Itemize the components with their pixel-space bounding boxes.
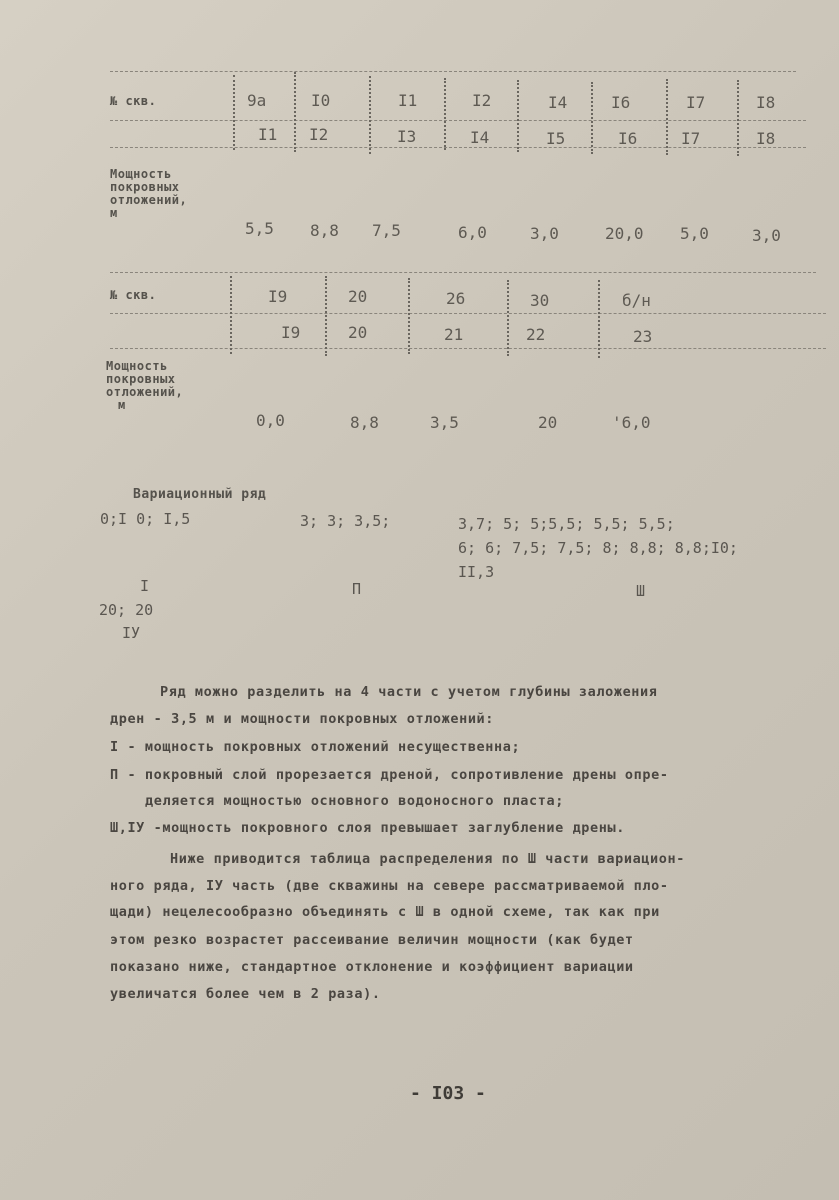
thickness-value: 8,8 (310, 221, 339, 240)
column-separator (737, 80, 739, 156)
table-1-row-header: № скв. (110, 94, 157, 108)
index-number: I6 (618, 129, 638, 148)
well-number: 26 (446, 289, 466, 308)
label-line: отложений, (110, 193, 188, 207)
thickness-value: 3,0 (530, 224, 559, 243)
thickness-label (106, 360, 183, 412)
thickness-value: 8,8 (350, 413, 379, 432)
well-number: 20 (348, 287, 368, 306)
well-number: I2 (472, 91, 492, 110)
list-item: П - покровный слой прорезается дреной, сопротивление дрены опре- (110, 767, 669, 783)
index-number: I8 (756, 129, 776, 148)
index-number: I2 (309, 125, 329, 144)
variation-series-title: Вариационный ряд (133, 487, 267, 502)
thickness-value: 0,0 (256, 411, 285, 430)
column-separator (517, 80, 519, 152)
series-group-1: 0;I 0; I,5 (100, 510, 191, 528)
table-2-mid-rule (110, 313, 826, 314)
thickness-value: 5,5 (245, 219, 274, 238)
index-number: I7 (681, 129, 701, 148)
series-line: 6; 6; 7,5; 7,5; 8; 8,8; 8,8;I0; (458, 539, 738, 557)
table-1-bottom-rule (110, 147, 806, 148)
thickness-value: 6,0 (458, 223, 487, 242)
column-separator (591, 82, 593, 154)
thickness-value: 20,0 (605, 224, 644, 243)
label-line: Мощность (110, 167, 172, 181)
well-number: I1 (398, 91, 418, 110)
paragraph-line: щади) нецелесообразно объединять с Ш в одной схеме, так как при (110, 904, 660, 920)
series-line: II,3 (458, 563, 495, 581)
label-line: м (118, 398, 126, 412)
thickness-value: 3,0 (752, 226, 781, 245)
group-4-label: IУ (122, 624, 141, 642)
series-group-2: 3; 3; 3,5; (300, 512, 391, 530)
table-1-mid-rule (110, 120, 806, 121)
column-separator (507, 280, 509, 356)
well-number: I9 (268, 287, 288, 306)
thickness-value: '6,0 (612, 413, 651, 432)
index-number: I4 (470, 128, 490, 147)
well-number: I7 (686, 93, 706, 112)
label-line: Мощность (106, 359, 168, 373)
well-number: 9а (247, 91, 267, 110)
thickness-value: 3,5 (430, 413, 459, 432)
index-number: I3 (397, 127, 417, 146)
table-2-row-header: № скв. (110, 288, 157, 302)
table-2-bottom-rule (110, 348, 826, 349)
index-number: I5 (546, 129, 566, 148)
well-number: I0 (311, 91, 331, 110)
thickness-value: 7,5 (372, 221, 401, 240)
column-separator (325, 276, 327, 356)
group-1-label: I (140, 577, 150, 595)
column-separator (408, 278, 410, 354)
page-number: - I03 - (410, 1083, 486, 1104)
index-number: I1 (258, 125, 278, 144)
well-number: I8 (756, 93, 776, 112)
column-separator (230, 276, 232, 354)
paragraph-line: Ниже приводится таблица распределения по Ш части вариацион- (170, 851, 685, 867)
well-number: I4 (548, 93, 568, 112)
paragraph-line: Ряд можно разделить на 4 части с учетом глубины заложения (160, 684, 658, 700)
paragraph-line: этом резко возрастет рассеивание величин мощности (как будет (110, 932, 634, 948)
thickness-label (110, 168, 187, 220)
paragraph-line: ного ряда, IУ часть (две скважины на севере рассматриваемой пло- (110, 878, 669, 894)
index-number: I9 (281, 323, 301, 342)
thickness-value: 20 (538, 413, 558, 432)
column-separator (369, 76, 371, 154)
index-number: 21 (444, 325, 464, 344)
index-number: 22 (526, 325, 546, 344)
column-separator (233, 75, 235, 150)
label-line: покровных (110, 180, 180, 194)
label-line: отложений, (106, 385, 184, 399)
label-line: покровных (106, 372, 176, 386)
column-separator (598, 280, 600, 358)
paragraph-line: показано ниже, стандартное отклонение и коэффициент вариации (110, 959, 634, 975)
group-2-label: П (352, 580, 362, 598)
well-number: 30 (530, 291, 550, 310)
label-line: м (110, 206, 118, 220)
table-1-top-rule (110, 71, 796, 72)
paragraph-line: дрен - 3,5 м и мощности покровных отложений: (110, 711, 495, 727)
index-number: 20 (348, 323, 368, 342)
list-item: Ш,IУ -мощность покровного слоя превышает заглубление дрены. (110, 820, 625, 836)
list-item: деляется мощностью основного водоносного пласта; (145, 793, 564, 809)
series-group-3 (458, 512, 738, 584)
column-separator (444, 78, 446, 150)
column-separator (294, 72, 296, 152)
series-line: 3,7; 5; 5;5,5; 5,5; 5,5; (458, 515, 675, 533)
paragraph-line: увеличатся более чем в 2 раза). (110, 986, 381, 1002)
table-2-top-rule (110, 272, 816, 273)
well-number: б/н (622, 291, 651, 310)
thickness-value: 5,0 (680, 224, 709, 243)
list-item: I - мощность покровных отложений несущественна; (110, 739, 521, 755)
group-3-label: Ш (636, 582, 646, 600)
column-separator (666, 79, 668, 155)
series-group-4: 20; 20 (99, 601, 154, 619)
well-number: I6 (611, 93, 631, 112)
index-number: 23 (633, 327, 653, 346)
